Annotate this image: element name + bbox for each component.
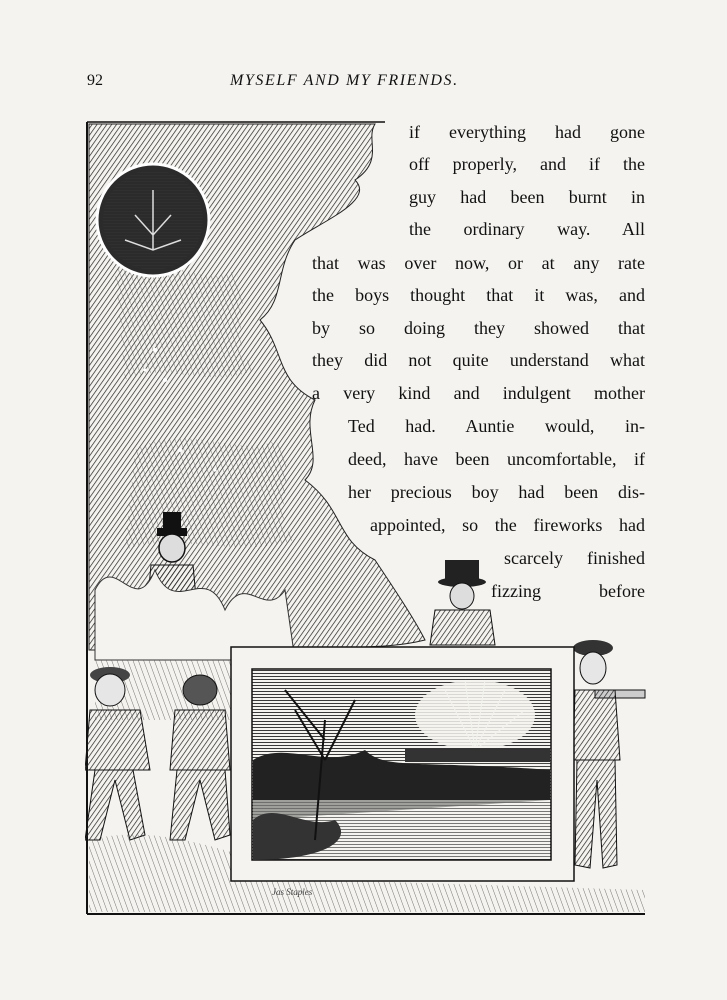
- text-line-13: appointed, so the fireworks had: [370, 515, 645, 535]
- text-line-4: the ordinary way. All: [409, 219, 645, 239]
- text-line-8: they did not quite understand what: [312, 350, 645, 370]
- text-line-11: deed, have been uncomfortable, if: [348, 449, 645, 469]
- text-line-3: guy had been burnt in: [409, 187, 645, 207]
- page-header: [0, 72, 727, 96]
- text-line-14: scarcely finished: [504, 548, 645, 568]
- page-number: 92: [87, 72, 103, 89]
- text-line-15: fizzing before: [491, 581, 645, 601]
- boy-with-top-hat: [430, 560, 495, 645]
- text-line-12: her precious boy had been dis-: [348, 482, 645, 502]
- artist-signature: Jas Staples: [272, 887, 313, 897]
- text-line-9: a very kind and indulgent mother: [312, 383, 645, 403]
- text-line-1: if everything had gone: [409, 122, 645, 142]
- inset-fireworks-picture: [231, 647, 574, 881]
- text-line-10: Ted had. Auntie would, in-: [348, 416, 645, 436]
- text-line-5: that was over now, or at any rate: [312, 253, 645, 273]
- text-line-2: off properly, and if the: [409, 154, 645, 174]
- text-line-7: by so doing they showed that: [312, 318, 645, 338]
- running-title: MYSELF AND MY FRIENDS.: [230, 72, 459, 89]
- boy-with-pipe: [573, 640, 645, 868]
- text-line-6: the boys thought that it was, and: [312, 285, 645, 305]
